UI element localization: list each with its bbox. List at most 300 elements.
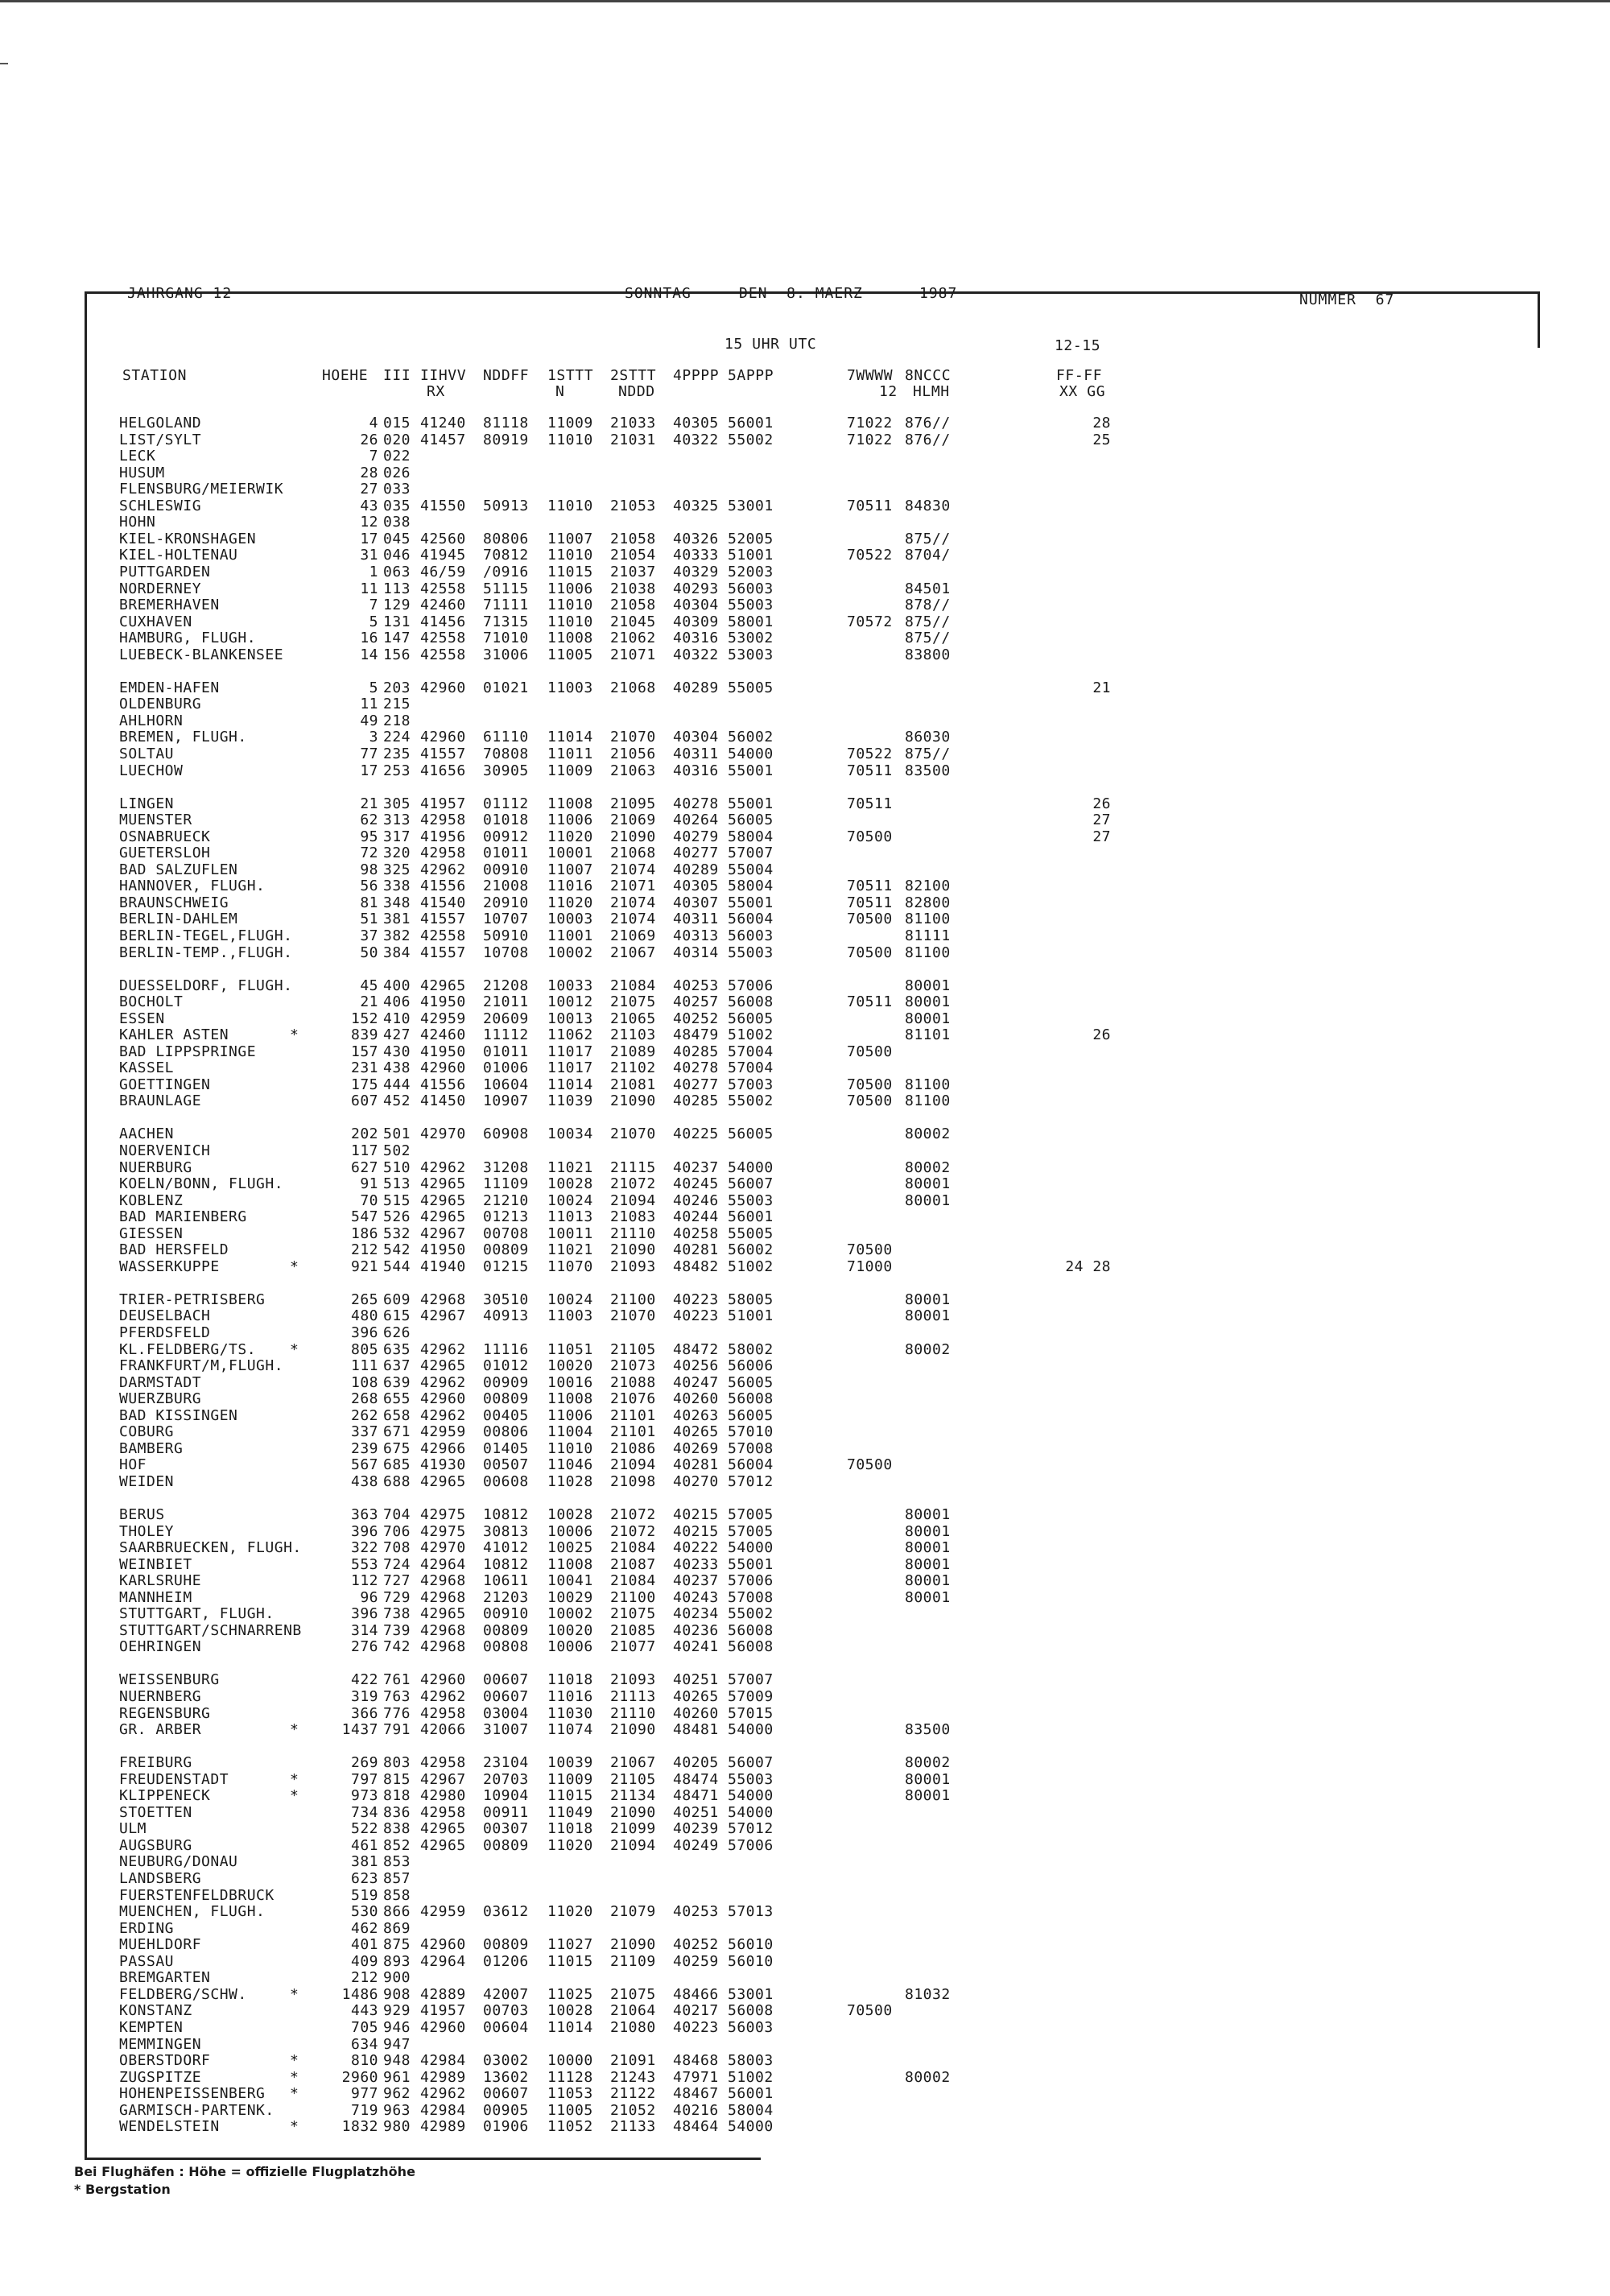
col-5appp: 5APPP: [728, 367, 774, 384]
pppp4-value: 48472: [673, 1340, 719, 1358]
station-name: NEUBURG/DONAU: [119, 1853, 238, 1871]
nddff-value: 00911: [483, 1803, 529, 1821]
pppp4-value: 40265: [673, 1423, 719, 1441]
nddff-value: 42007: [483, 1985, 529, 2003]
station-row: [0, 1375, 1208, 1391]
mountain-marker: *: [290, 1026, 299, 1044]
station-name: GOETTINGEN: [119, 1076, 211, 1093]
iihvv-value: 42968: [420, 1588, 466, 1606]
gust-value: 28: [1092, 415, 1111, 432]
station-row: [0, 481, 1208, 498]
pppp4-value: 40316: [673, 630, 719, 647]
nccc8-value: 8704/: [905, 547, 951, 564]
sttt1-value: 11128: [547, 2068, 593, 2086]
station-height: 12: [360, 514, 378, 531]
sttt2-value: 21090: [610, 1241, 656, 1259]
sttt2-value: 21074: [610, 911, 656, 928]
station-height: 108: [350, 1373, 378, 1391]
nddff-value: 00405: [483, 1406, 529, 1424]
pppp4-value: 40217: [673, 2002, 719, 2020]
station-name: BAD HERSFELD: [119, 1241, 229, 1259]
iihvv-value: 42968: [420, 1572, 466, 1590]
station-name: AACHEN: [119, 1125, 175, 1143]
nddff-value: 20910: [483, 894, 529, 911]
iihvv-value: 41456: [420, 613, 466, 630]
station-row: [0, 514, 1208, 531]
station-id: 685: [383, 1456, 411, 1474]
station-name: BERLIN-TEGEL,FLUGH.: [119, 927, 293, 944]
station-row: [0, 763, 1208, 779]
sttt2-value: 21100: [610, 1588, 656, 1606]
station-name: KARLSRUHE: [119, 1572, 202, 1590]
station-height: 28: [360, 464, 378, 481]
station-row: [0, 1805, 1208, 1821]
station-id: 900: [383, 1969, 411, 1987]
nddff-value: 00809: [483, 1836, 529, 1854]
sttt1-value: 11074: [547, 1721, 593, 1739]
appp5-value: 57006: [728, 1836, 774, 1854]
station-name: OLDENBURG: [119, 696, 202, 713]
station-id: 430: [383, 1043, 411, 1060]
sttt2-value: 21069: [610, 927, 656, 944]
nddff-value: 10904: [483, 1787, 529, 1805]
iihvv-value: 42560: [420, 530, 466, 547]
sttt1-value: 11046: [547, 1456, 593, 1474]
station-name: BERLIN-DAHLEM: [119, 911, 238, 928]
sttt1-value: 10020: [547, 1357, 593, 1375]
appp5-value: 56005: [728, 1125, 774, 1143]
station-id: 815: [383, 1770, 411, 1788]
nccc8-value: 876//: [905, 415, 951, 432]
station-id: 235: [383, 745, 411, 762]
station-row: [0, 1507, 1208, 1523]
station-height: 56: [360, 878, 378, 895]
issue-number: NUMMER 67: [1299, 291, 1395, 308]
jahrgang-label: JAHRGANG 12: [127, 285, 233, 302]
pppp4-value: 40281: [673, 1456, 719, 1474]
station-height: 438: [350, 1472, 378, 1490]
nddff-value: 01906: [483, 2118, 529, 2136]
station-height: 401: [350, 1936, 378, 1954]
pppp4-value: 40244: [673, 1208, 719, 1226]
station-row: [0, 2003, 1208, 2019]
nddff-value: 00809: [483, 1241, 529, 1259]
iihvv-value: 42958: [420, 1704, 466, 1722]
station-name: LUEBECK-BLANKENSEE: [119, 646, 284, 663]
sttt1-value: 11010: [547, 547, 593, 564]
station-row: [0, 415, 1208, 432]
sttt1-value: 11028: [547, 1472, 593, 1490]
station-row: [0, 1408, 1208, 1424]
appp5-value: 51002: [728, 1257, 774, 1275]
station-id: 761: [383, 1671, 411, 1689]
station-id: 532: [383, 1224, 411, 1242]
sttt2-value: 21069: [610, 811, 656, 829]
station-id: 708: [383, 1539, 411, 1557]
sttt2-value: 21067: [610, 1754, 656, 1772]
time-label: 15 UHR UTC: [724, 336, 817, 353]
nddff-value: 20609: [483, 1010, 529, 1027]
station-height: 705: [350, 2019, 378, 2036]
appp5-value: 55005: [728, 679, 774, 696]
station-id: 022: [383, 448, 411, 465]
nddff-value: 10707: [483, 911, 529, 928]
nddff-value: 11116: [483, 1340, 529, 1358]
col-nddff: NDDFF: [483, 367, 530, 384]
station-name: KOBLENZ: [119, 1191, 184, 1209]
pppp4-value: 40253: [673, 1903, 719, 1921]
nddff-value: 00905: [483, 2101, 529, 2119]
nddff-value: 00809: [483, 1621, 529, 1639]
iihvv-value: 42975: [420, 1522, 466, 1540]
station-id: 384: [383, 944, 411, 961]
station-row: [0, 895, 1208, 911]
pppp4-value: 40260: [673, 1704, 719, 1722]
mountain-marker: *: [290, 2118, 299, 2136]
station-height: 262: [350, 1406, 378, 1424]
station-row: [0, 696, 1208, 712]
nccc8-value: 80001: [905, 993, 951, 1011]
station-height: 202: [350, 1125, 378, 1143]
station-height: 797: [350, 1770, 378, 1788]
pppp4-value: 40304: [673, 729, 719, 746]
station-height: 443: [350, 2002, 378, 2020]
gust-value: 25: [1092, 431, 1111, 448]
pppp4-value: 40258: [673, 1224, 719, 1242]
iihvv-value: 42989: [420, 2118, 466, 2136]
wwww7-value: 70511: [847, 762, 893, 779]
station-height: 634: [350, 2035, 378, 2053]
sttt2-value: 21063: [610, 762, 656, 779]
punch-mark: [0, 63, 8, 64]
station-row: [0, 1325, 1208, 1341]
sttt1-value: 10006: [547, 1638, 593, 1656]
station-row: [0, 1573, 1208, 1589]
station-row: [0, 1987, 1208, 2003]
appp5-value: 56005: [728, 811, 774, 829]
wwww7-value: 71000: [847, 1257, 893, 1275]
appp5-value: 57008: [728, 1439, 774, 1457]
iihvv-value: 42958: [420, 844, 466, 862]
gust-value: 27: [1092, 811, 1111, 829]
station-name: BREMERHAVEN: [119, 597, 220, 613]
station-row: [0, 1457, 1208, 1473]
station-name: GUETERSLOH: [119, 844, 211, 862]
nccc8-value: 875//: [905, 630, 951, 647]
iihvv-value: 42960: [420, 1671, 466, 1689]
pppp4-value: 40277: [673, 844, 719, 862]
station-name: PUTTGARDEN: [119, 563, 211, 580]
sttt1-value: 11001: [547, 927, 593, 944]
sttt2-value: 21094: [610, 1191, 656, 1209]
station-height: 1832: [341, 2118, 378, 2136]
station-name: PFERDSFELD: [119, 1324, 211, 1341]
sttt1-value: 11020: [547, 894, 593, 911]
station-id: 852: [383, 1836, 411, 1854]
station-name: THOLEY: [119, 1522, 175, 1540]
station-id: 706: [383, 1522, 411, 1540]
station-row: [0, 1755, 1208, 1771]
nddff-value: 80919: [483, 431, 529, 448]
station-id: 544: [383, 1257, 411, 1275]
appp5-value: 56007: [728, 1175, 774, 1193]
iihvv-value: 41940: [420, 1257, 466, 1275]
station-name: LECK: [119, 448, 156, 465]
sttt2-value: 21109: [610, 1952, 656, 1970]
iihvv-value: 42962: [420, 1406, 466, 1424]
nccc8-value: 80001: [905, 1010, 951, 1027]
nddff-value: 00608: [483, 1472, 529, 1490]
station-row: [0, 1821, 1208, 1837]
station-row: [0, 796, 1208, 812]
iihvv-value: 41557: [420, 944, 466, 961]
appp5-value: 56008: [728, 2002, 774, 2020]
sttt1-value: 11010: [547, 1439, 593, 1457]
appp5-value: 56002: [728, 1241, 774, 1259]
station-id: 020: [383, 431, 411, 448]
appp5-value: 57010: [728, 1423, 774, 1441]
nccc8-value: 80002: [905, 1158, 951, 1176]
sttt2-value: 21089: [610, 1043, 656, 1060]
station-id: 129: [383, 597, 411, 613]
station-height: 396: [350, 1605, 378, 1623]
station-name: FREIBURG: [119, 1754, 192, 1772]
nddff-value: 00507: [483, 1456, 529, 1474]
station-row: [0, 862, 1208, 878]
station-height: 319: [350, 1688, 378, 1705]
sttt1-value: 11005: [547, 646, 593, 663]
station-row: [0, 1954, 1208, 1970]
nddff-value: 71315: [483, 613, 529, 630]
nccc8-value: 84830: [905, 497, 951, 514]
nccc8-value: 875//: [905, 745, 951, 762]
station-id: 510: [383, 1158, 411, 1176]
appp5-value: 53002: [728, 630, 774, 647]
gust-value: 24 28: [1065, 1257, 1111, 1275]
sttt2-value: 21033: [610, 415, 656, 432]
wwww7-value: 70500: [847, 911, 893, 928]
station-id: 513: [383, 1175, 411, 1193]
sttt1-value: 11039: [547, 1092, 593, 1110]
station-row: [0, 1689, 1208, 1705]
station-row: [0, 680, 1208, 696]
station-height: 366: [350, 1704, 378, 1722]
sttt2-value: 21093: [610, 1671, 656, 1689]
sttt1-value: 11006: [547, 811, 593, 829]
pppp4-value: 40279: [673, 828, 719, 845]
sttt1-value: 11010: [547, 497, 593, 514]
station-name: BAD LIPPSPRINGE: [119, 1043, 257, 1060]
station-id: 501: [383, 1125, 411, 1143]
station-height: 409: [350, 1952, 378, 1970]
wwww7-value: 70500: [847, 1241, 893, 1259]
station-height: 17: [360, 762, 378, 779]
sttt2-value: 21105: [610, 1340, 656, 1358]
nccc8-value: 80001: [905, 1506, 951, 1523]
sttt2-value: 21075: [610, 1605, 656, 1623]
station-id: 729: [383, 1588, 411, 1606]
pppp4-value: 40253: [673, 977, 719, 994]
sttt2-value: 21090: [610, 1092, 656, 1110]
sttt1-value: 11018: [547, 1820, 593, 1838]
nddff-value: 50913: [483, 497, 529, 514]
station-row: [0, 1358, 1208, 1374]
sttt2-value: 21086: [610, 1439, 656, 1457]
station-row: [0, 1044, 1208, 1060]
nddff-value: 00703: [483, 2002, 529, 2020]
nddff-value: 21008: [483, 878, 529, 895]
station-row: [0, 2020, 1208, 2036]
station-row: [0, 581, 1208, 597]
pppp4-value: 40285: [673, 1092, 719, 1110]
station-row: [0, 1871, 1208, 1887]
station-name: LANDSBERG: [119, 1870, 202, 1887]
nddff-value: 10611: [483, 1572, 529, 1590]
iihvv-value: 41557: [420, 745, 466, 762]
iihvv-value: 42558: [420, 927, 466, 944]
iihvv-value: 41930: [420, 1456, 466, 1474]
sttt1-value: 11014: [547, 1076, 593, 1093]
station-height: 157: [350, 1043, 378, 1060]
iihvv-value: 42984: [420, 2101, 466, 2119]
iihvv-value: 42965: [420, 1836, 466, 1854]
pppp4-value: 40256: [673, 1357, 719, 1375]
pppp4-value: 40311: [673, 745, 719, 762]
station-name: BRAUNLAGE: [119, 1092, 202, 1110]
station-id: 947: [383, 2035, 411, 2053]
station-height: 49: [360, 712, 378, 729]
station-height: 21: [360, 993, 378, 1011]
station-height: 363: [350, 1506, 378, 1523]
sttt2-value: 21067: [610, 944, 656, 961]
station-id: 626: [383, 1324, 411, 1341]
appp5-value: 53001: [728, 497, 774, 514]
wwww7-value: 70572: [847, 613, 893, 630]
sttt1-value: 10001: [547, 844, 593, 862]
appp5-value: 57007: [728, 1671, 774, 1689]
station-id: 818: [383, 1787, 411, 1805]
sttt1-value: 11014: [547, 729, 593, 746]
station-height: 719: [350, 2101, 378, 2119]
iihvv-value: 42965: [420, 1191, 466, 1209]
station-name: SCHLESWIG: [119, 497, 202, 514]
appp5-value: 55002: [728, 1092, 774, 1110]
wwww7-value: 70511: [847, 878, 893, 895]
station-row: [0, 1838, 1208, 1854]
sttt1-value: 11010: [547, 431, 593, 448]
station-row: [0, 1672, 1208, 1688]
mountain-marker: *: [290, 2068, 299, 2086]
nddff-value: 21208: [483, 977, 529, 994]
station-row: [0, 1391, 1208, 1407]
appp5-value: 57012: [728, 1472, 774, 1490]
sttt2-value: 21068: [610, 844, 656, 862]
pppp4-value: 40304: [673, 597, 719, 613]
nccc8-value: 80001: [905, 977, 951, 994]
sttt1-value: 10034: [547, 1125, 593, 1143]
iihvv-value: 42889: [420, 1985, 466, 2003]
nddff-value: 21011: [483, 993, 529, 1011]
sttt2-value: 21099: [610, 1820, 656, 1838]
frame-bottom-border: [85, 2158, 761, 2160]
sttt2-value: 21100: [610, 1290, 656, 1308]
nccc8-value: 878//: [905, 597, 951, 613]
sttt1-value: 10039: [547, 1754, 593, 1772]
station-height: 396: [350, 1522, 378, 1540]
station-row: [0, 1027, 1208, 1043]
nccc8-value: 80001: [905, 1787, 951, 1805]
pppp4-value: 40215: [673, 1522, 719, 1540]
station-id: 742: [383, 1638, 411, 1656]
pppp4-value: 40311: [673, 911, 719, 928]
station-height: 269: [350, 1754, 378, 1772]
station-id: 655: [383, 1390, 411, 1408]
sttt2-value: 21076: [610, 1390, 656, 1408]
nccc8-value: 80001: [905, 1572, 951, 1590]
iihvv-value: 41457: [420, 431, 466, 448]
station-name: COBURG: [119, 1423, 175, 1441]
sttt2-value: 21110: [610, 1704, 656, 1722]
nddff-value: 21203: [483, 1588, 529, 1606]
station-row: [0, 448, 1208, 465]
nddff-value: 01012: [483, 1357, 529, 1375]
sttt2-value: 21113: [610, 1688, 656, 1705]
station-name: BERUS: [119, 1506, 165, 1523]
station-name: TRIER-PETRISBERG: [119, 1290, 266, 1308]
nddff-value: 40913: [483, 1307, 529, 1325]
pppp4-value: 40278: [673, 1059, 719, 1077]
nccc8-value: 80001: [905, 1770, 951, 1788]
pppp4-value: 40234: [673, 1605, 719, 1623]
station-row: [0, 1606, 1208, 1622]
station-id: 980: [383, 2118, 411, 2136]
station-id: 063: [383, 563, 411, 580]
sttt1-value: 11009: [547, 1770, 593, 1788]
gust-value: 26: [1092, 1026, 1111, 1044]
station-name: MEMMINGEN: [119, 2035, 202, 2053]
station-height: 977: [350, 2085, 378, 2103]
station-name: STOETTEN: [119, 1803, 192, 1821]
iihvv-value: 42962: [420, 1688, 466, 1705]
col-7wwww: 7WWWW: [847, 367, 894, 384]
sttt1-value: 11017: [547, 1059, 593, 1077]
sttt1-value: 10011: [547, 1224, 593, 1242]
nddff-value: 81118: [483, 415, 529, 432]
station-name: BAD SALZUFLEN: [119, 861, 238, 878]
appp5-value: 56003: [728, 927, 774, 944]
appp5-value: 55003: [728, 944, 774, 961]
sttt1-value: 10041: [547, 1572, 593, 1590]
pppp4-value: 40305: [673, 415, 719, 432]
wwww7-value: 70500: [847, 944, 893, 961]
station-row: [0, 994, 1208, 1010]
station-id: 963: [383, 2101, 411, 2119]
iihvv-value: 42965: [420, 1357, 466, 1375]
station-row: [0, 1292, 1208, 1308]
col-ff-sub: XX GG: [1059, 383, 1106, 400]
iihvv-value: 42960: [420, 1059, 466, 1077]
nddff-value: 21210: [483, 1191, 529, 1209]
station-name: OEHRINGEN: [119, 1638, 202, 1656]
station-name: WASSERKUPPE: [119, 1257, 220, 1275]
station-row: [0, 845, 1208, 861]
pppp4-value: 40237: [673, 1158, 719, 1176]
station-id: 866: [383, 1903, 411, 1921]
nddff-value: 00607: [483, 1688, 529, 1705]
col-2sttt-sub: NDDD: [618, 383, 655, 400]
sttt1-value: 11015: [547, 1952, 593, 1970]
pppp4-value: 48479: [673, 1026, 719, 1044]
